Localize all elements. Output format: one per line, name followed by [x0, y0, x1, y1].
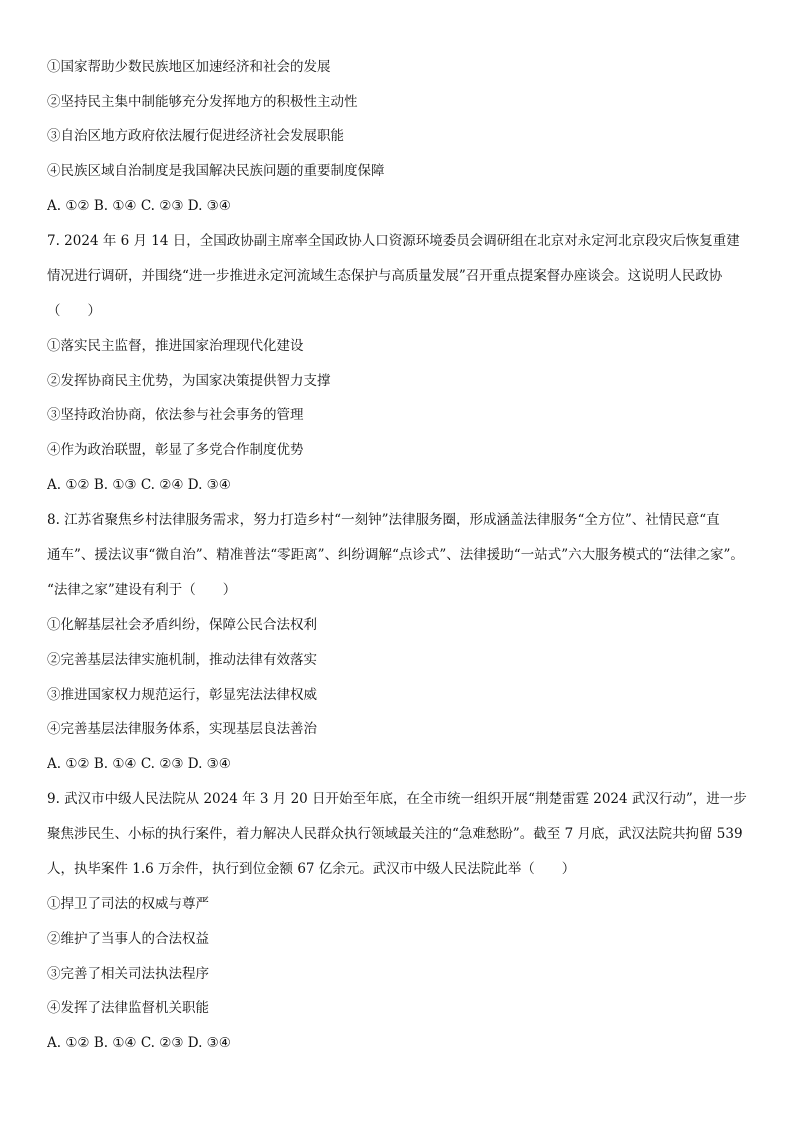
q7-option-2: ②发挥协商民主优势，为国家决策提供智力支撑: [47, 373, 331, 389]
q7-stem-line-2: 情况进行调研，并围绕“进一步推进永定河流域生态保护与高质量发展”召开重点提案督办座谈会。这说明人民政协: [47, 268, 723, 284]
q8-option-4: ④完善基层法律服务体系，实现基层良法善治: [47, 721, 317, 737]
q7-stem-line-1: 7. 2024 年 6 月 14 日，全国政协副主席率全国政协人口资源环境委员会调研组在北京对永定河北京段灾后恢复重建: [47, 233, 740, 249]
q9-stem-line-2: 聚焦涉民生、小标的执行案件，着力解决人民群众执行领域最关注的“急难愁盼”。截至 7 月底，武汉法院共拘留 539: [47, 826, 743, 842]
q6-option-1: ①国家帮助少数民族地区加速经济和社会的发展: [47, 59, 331, 75]
q8-option-1: ①化解基层社会矛盾纠纷，保障公民合法权利: [47, 617, 317, 633]
q9-option-1: ①捍卫了司法的权威与尊严: [47, 896, 209, 912]
q9-stem-line-1: 9. 武汉市中级人民法院从 2024 年 3 月 20 日开始至年底，在全市统一组织开展“荆楚雷霆 2024 武汉行动”，进一步: [47, 791, 747, 807]
q7-stem-line-3: （ ）: [47, 303, 101, 319]
q7-option-4: ④作为政治联盟，彰显了多党合作制度优势: [47, 442, 304, 458]
q8-option-2: ②完善基层法律实施机制，推动法律有效落实: [47, 652, 317, 668]
q8-answer-choices: A. ①② B. ①④ C. ②③ D. ③④: [47, 756, 231, 772]
q8-stem-line-2: 通车”、援法议事“微自治”、精准普法“零距离”、纠纷调解“点诊式”、法律援助“一站式”六大服务模式的“法律之家”。: [47, 547, 744, 563]
q8-stem-line-1: 8. 江苏省聚焦乡村法律服务需求，努力打造乡村“一刻钟”法律服务圈，形成涵盖法律服务“全方位”、社情民意“直: [47, 512, 720, 528]
q6-option-4: ④民族区域自治制度是我国解决民族问题的重要制度保障: [47, 163, 385, 179]
q7-answer-choices: A. ①② B. ①③ C. ②④ D. ③④: [47, 477, 231, 493]
q7-option-1: ①落实民主监督，推进国家治理现代化建设: [47, 338, 304, 354]
q7-option-3: ③坚持政治协商，依法参与社会事务的管理: [47, 407, 304, 423]
q8-option-3: ③推进国家权力规范运行，彰显宪法法律权威: [47, 687, 317, 703]
q9-stem-line-3: 人，执毕案件 1.6 万余件，执行到位金额 67 亿余元。武汉市中级人民法院此举（ ）: [47, 861, 576, 877]
q9-option-4: ④发挥了法律监督机关职能: [47, 1000, 209, 1016]
q6-answer-choices: A. ①② B. ①④ C. ②③ D. ③④: [47, 198, 231, 214]
q6-option-3: ③自治区地方政府依法履行促进经济社会发展职能: [47, 128, 344, 144]
q9-option-2: ②维护了当事人的合法权益: [47, 931, 209, 947]
q6-option-2: ②坚持民主集中制能够充分发挥地方的积极性主动性: [47, 94, 358, 110]
q9-answer-choices: A. ①② B. ①④ C. ②③ D. ③④: [47, 1035, 231, 1051]
q8-stem-line-3: “法律之家”建设有利于（ ）: [47, 582, 237, 598]
q9-option-3: ③完善了相关司法执法程序: [47, 966, 209, 982]
